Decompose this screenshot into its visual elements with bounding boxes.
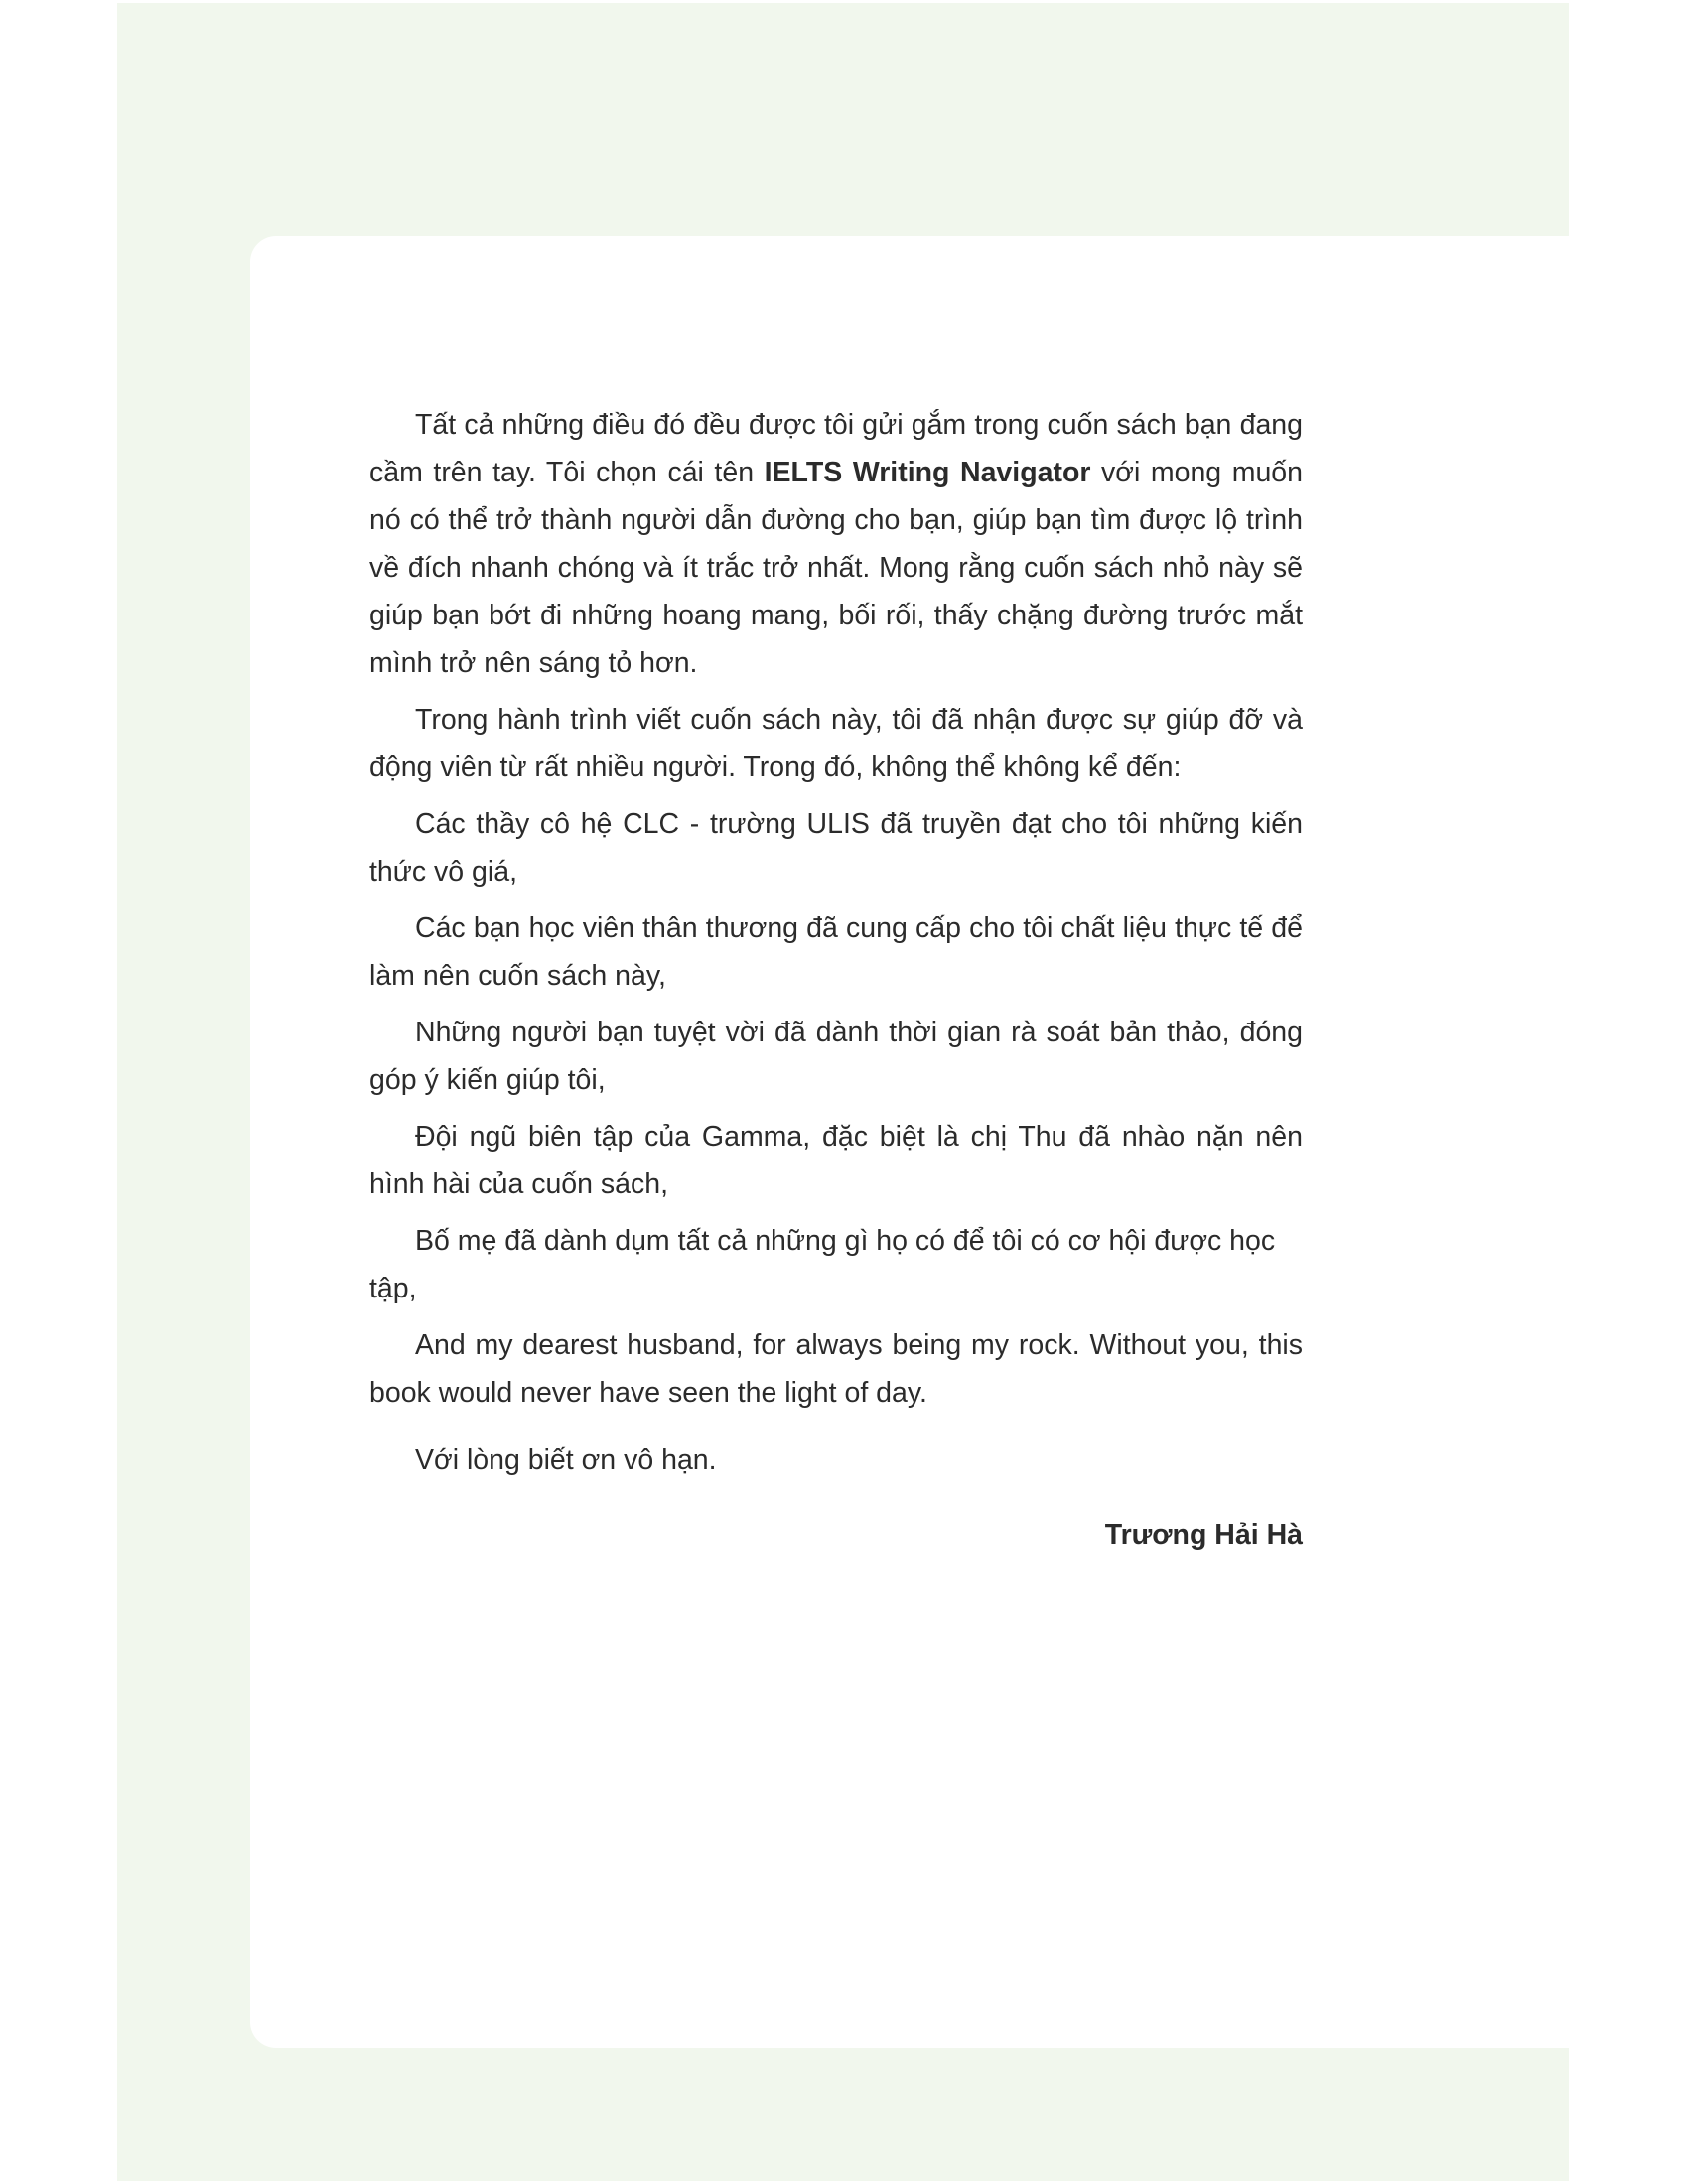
paragraph-8: And my dearest husband, for always being my rock. Without you, this book would never have seen the light of day. (369, 1329, 1303, 1409)
paragraph-3: Các thầy cô hệ CLC - trường ULIS đã truyền đạt cho tôi những kiến thức vô giá, (369, 808, 1303, 887)
paragraph-5: Những người bạn tuyệt vời đã dành thời gian rà soát bản thảo, đóng góp ý kiến giúp tôi, (369, 1017, 1303, 1096)
author-signature: Trương Hải Hà (1104, 1519, 1303, 1551)
paragraph-2: Trong hành trình viết cuốn sách này, tôi đã nhận được sự giúp đỡ và động viên từ rất nhiều người. Trong đó, không thể không kể đến: (369, 704, 1303, 783)
book-title: IELTS Writing Navigator (764, 457, 1091, 488)
paragraph-4: Các bạn học viên thân thương đã cung cấp cho tôi chất liệu thực tế để làm nên cuốn sách này, (369, 912, 1303, 992)
acknowledgement-text (369, 401, 1303, 1559)
paragraph-1-start: Tất cả những điều đó đều được tôi gửi gắm trong cuốn sách bạn đang cầm trên tay. Tôi chọn cái tên (369, 409, 1303, 488)
closing-line: Với lòng biết ơn vô hạn. (415, 1444, 717, 1476)
paragraph-1-end: với mong muốn nó có thể trở thành người dẫn đường cho bạn, giúp bạn tìm được lộ trình về đích nhanh chóng và ít trắc trở nhất. Mong rằng cuốn sách nhỏ này sẽ giúp bạn bớt đi những hoang mang, bối rối, thấy chặng đường trước mắt mình trở nên sáng tỏ hơn. (369, 457, 1303, 679)
paragraph-7: Bố mẹ đã dành dụm tất cả những gì họ có để tôi có cơ hội được học tập, (369, 1225, 1276, 1304)
paragraph-6: Đội ngũ biên tập của Gamma, đặc biệt là chị Thu đã nhào nặn nên hình hài của cuốn sách, (369, 1121, 1303, 1200)
paragraph-1 (369, 401, 1303, 687)
